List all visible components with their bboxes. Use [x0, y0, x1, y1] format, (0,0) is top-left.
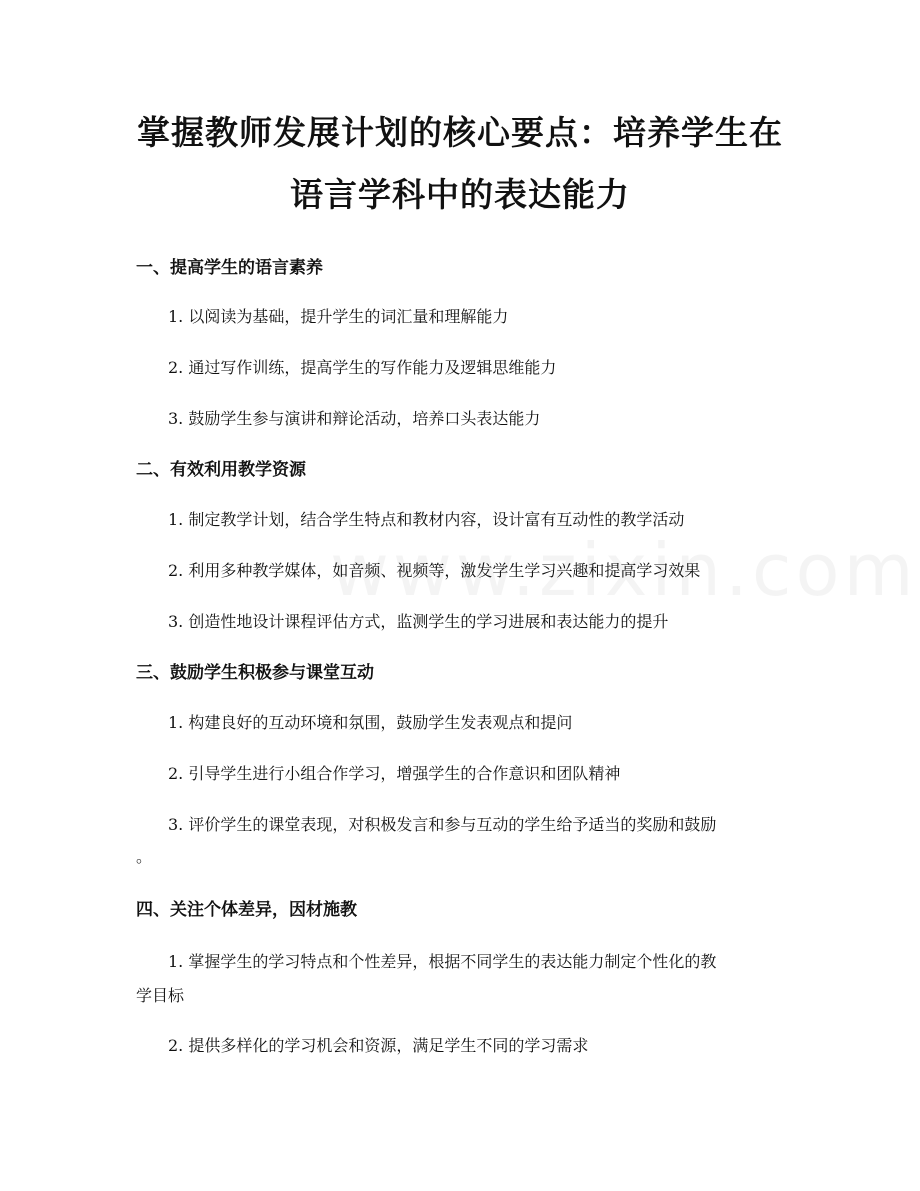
list-item: 3. 创造性地设计课程评估方式，监测学生的学习进展和表达能力的提升	[168, 612, 669, 631]
document-title-line-1: 掌握教师发展计划的核心要点：培养学生在	[137, 113, 783, 152]
list-item-continuation: 学目标	[136, 986, 185, 1005]
list-item: 2. 提供多样化的学习机会和资源，满足学生不同的学习需求	[168, 1036, 589, 1055]
list-item: 1. 以阅读为基础，提升学生的词汇量和理解能力	[168, 307, 509, 326]
list-item: 1. 掌握学生的学习特点和个性差异，根据不同学生的表达能力制定个性化的教	[168, 952, 717, 971]
list-item: 2. 引导学生进行小组合作学习，增强学生的合作意识和团队精神	[168, 764, 621, 783]
list-item: 3. 评价学生的课堂表现，对积极发言和参与互动的学生给予适当的奖励和鼓励	[168, 815, 717, 834]
section-heading-4: 四、关注个体差异，因材施教	[136, 900, 357, 920]
section-heading-2: 二、有效利用教学资源	[136, 460, 306, 480]
list-item: 3. 鼓励学生参与演讲和辩论活动，培养口头表达能力	[168, 409, 541, 428]
list-item-continuation: 。	[136, 847, 153, 866]
list-item: 1. 构建良好的互动环境和氛围，鼓励学生发表观点和提问	[168, 713, 573, 732]
list-item: 1. 制定教学计划，结合学生特点和教材内容，设计富有互动性的教学活动	[168, 510, 685, 529]
list-item: 2. 利用多种教学媒体，如音频、视频等，激发学生学习兴趣和提高学习效果	[168, 561, 701, 580]
section-heading-1: 一、提高学生的语言素养	[136, 258, 323, 278]
document-title-line-2: 语言学科中的表达能力	[290, 175, 630, 214]
list-item: 2. 通过写作训练，提高学生的写作能力及逻辑思维能力	[168, 358, 557, 377]
section-heading-3: 三、鼓励学生积极参与课堂互动	[136, 663, 374, 683]
